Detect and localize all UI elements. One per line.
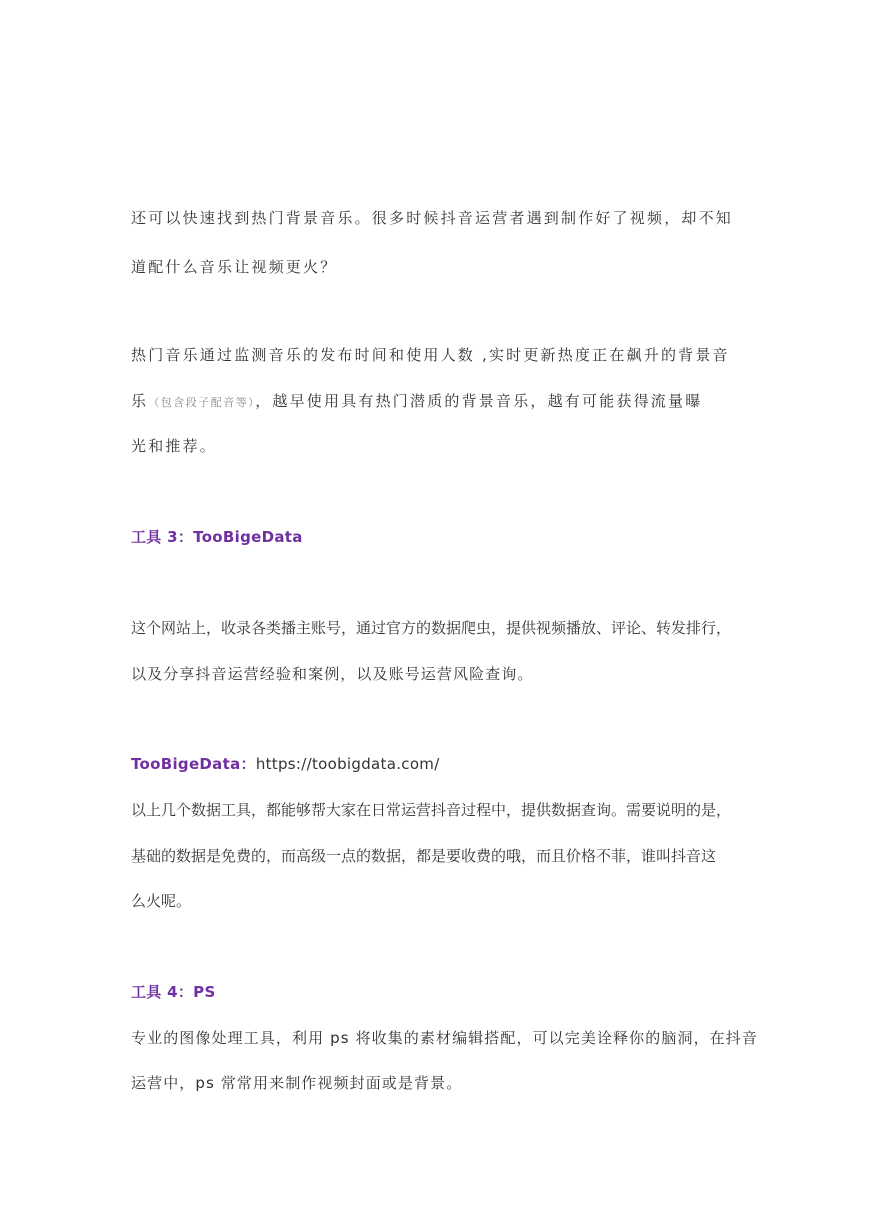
paragraph-4-line-1: 以上几个数据工具，都能够帮大家在日常运营抖音过程中，提供数据查询。需要说明的是， [131, 801, 732, 819]
paragraph-2-text-b: ，越早使用具有热门潜质的背景音乐，越有可能获得流量曝 [255, 392, 703, 410]
paragraph-1-line-2: 道配什么音乐让视频更火？ [131, 258, 338, 276]
section-heading-tool-4: 工具 4：PS [131, 983, 216, 1001]
website-link-url[interactable]: https://toobigdata.com/ [255, 755, 440, 773]
paragraph-5-line-1: 专业的图像处理工具，利用 ps 将收集的素材编辑搭配，可以完美诠释你的脑洞，在抖音 [131, 1029, 758, 1047]
paragraph-2-line-1: 热门音乐通过监测音乐的发布时间和使用人数 ,实时更新热度正在飙升的背景音 [131, 346, 730, 364]
paragraph-2-text-a: 乐 [131, 392, 149, 410]
website-link-label: TooBigeData： [131, 755, 256, 773]
paragraph-2-note: （包含段子配音等） [148, 396, 256, 409]
website-link-line [131, 754, 440, 774]
paragraph-3-line-1: 这个网站上，收录各类播主账号，通过官方的数据爬虫，提供视频播放、评论、转发排行， [131, 619, 732, 637]
paragraph-1-line-1: 还可以快速找到热门背景音乐。很多时候抖音运营者遇到制作好了视频，却不知 [131, 209, 734, 227]
paragraph-4-line-3: 么火呢。 [131, 892, 192, 910]
paragraph-5-line-2: 运营中，ps 常常用来制作视频封面或是背景。 [131, 1074, 463, 1092]
paragraph-2-line-2 [131, 391, 702, 413]
paragraph-2-line-3: 光和推荐。 [131, 437, 218, 455]
paragraph-4-line-2: 基础的数据是免费的，而高级一点的数据，都是要收费的哦，而且价格不菲，谁叫抖音这 [131, 847, 717, 865]
section-heading-tool-3: 工具 3：TooBigeData [131, 528, 303, 546]
paragraph-3-line-2: 以及分享抖音运营经验和案例，以及账号运营风险查询。 [131, 665, 534, 683]
